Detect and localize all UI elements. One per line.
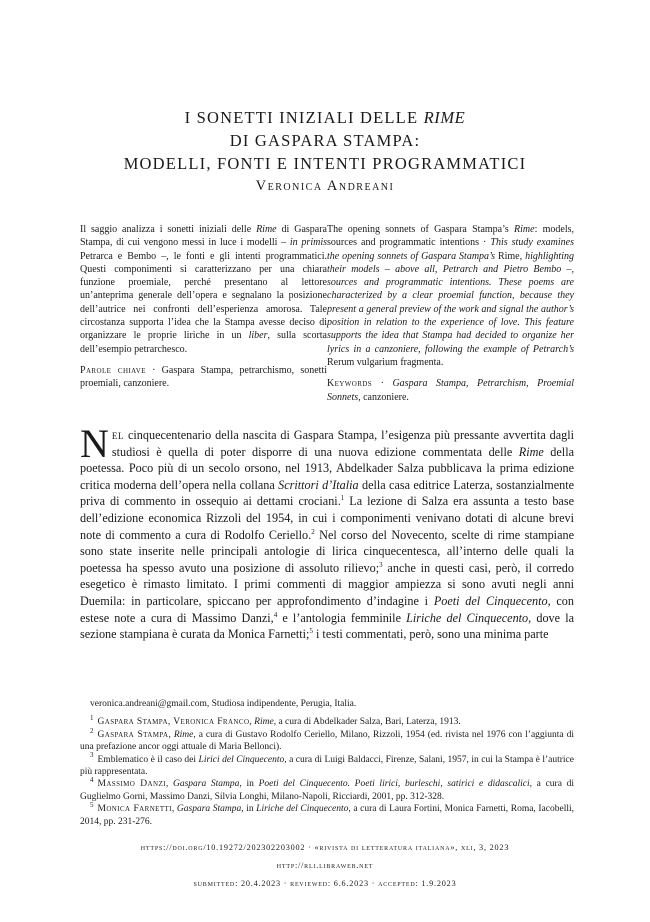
footnote-5: $^5$ Monica Farnetti, Gaspara Stampa, in Liriche del Cinquecento, a cura di Laura Fortini, Monica Farnetti, Roma, Iacobelli, 2014, pp. 231-276. bbox=[80, 801, 574, 827]
title-line-1: I SONETTI INIZIALI DELLE RIME bbox=[184, 108, 466, 127]
article-author: Veronica Andreani bbox=[255, 178, 395, 194]
doi-line: https://doi.org/10.19272/202302203002 · «rivista di letteratura italiana», xli, 3, 2023 bbox=[140, 843, 510, 852]
footnote-1: $^1$ Gaspara Stampa, Veronica Franco, Rime, a cura di Abdelkader Salza, Bari, Laterza, 1913. bbox=[90, 714, 461, 728]
footnote-4: $^4$ Massimo Danzi, Gaspara Stampa, in Poeti del Cinquecento. Poeti lirici, burleschi, satirici e didascalici, a cura di Guglielmo Gorni, Massimo Danzi, Silvia Longhi, Milano-Napoli, Ricciardi, 2001, pp. 312-328. bbox=[80, 776, 574, 802]
keywords-italian: Parole chiave · Gaspara Stampa, petrarchismo, sonetti proemiali, canzoniere. bbox=[80, 364, 327, 390]
footnote-ref-5: 5 bbox=[309, 627, 313, 636]
title-italic-rime: RIME bbox=[423, 108, 466, 127]
footnote-ref-4: 4 bbox=[273, 610, 278, 619]
website-link[interactable]: http://rli.libraweb.net bbox=[276, 861, 374, 870]
footnote-ref-1: 1 bbox=[340, 494, 345, 503]
body-paragraph: Nel cinquecentenario della nascita di Gaspara Stampa, l’esigenza più pressante avvertita dagli studiosi è quella di poter disporre di una nuova edizione commentata delle Rime della poetessa. Poco più di un secolo orsono, nel 1913, Abdelkader Salza pubblicava la prima edizione critica moderna dell’opera nella collana Scrittori d’Italia della casa editrice Laterza, sostanzialmente priva di commento in ossequio ai dettami crociani.$^1$ La lezione di Salza era assunta a testo base dell’edizione economica Rizzoli del 1954, in cui i componimenti venivano dotati di alcune brevi note di commento a cura di Rodolfo Ceriello.$^2$ Nel corso del Novecento, scelte di rime stampiane sono state inserite nelle principali antologie di lirica cinquecentesca, all’interno delle quali la poetessa ha spesso avuto una posizione di assoluto rilievo;$^3$ anche in questi casi, però, il corredo esegetico è rimasto limitato. I primi commenti di maggior ampiezza si sono avuti negli anni Duemila: in particolare, spiccano per approfondimento d’indagine i Poeti del Cinquecento, con estese note a cura di Massimo Danzi,$^4$ e l’antologia femminile Liriche del Cinquecento, dove la sezione stampiana è curata da Monica Farnetti;$^5$ i testi commentati, però, sono una minima parte bbox=[80, 421, 575, 642]
author-affiliation: veronica.andreani@gmail.com, Studiosa indipendente, Perugia, Italia. bbox=[90, 699, 357, 709]
footnote-2: $^2$ Gaspara Stampa, Rime, a cura di Gustavo Rodolfo Ceriello, Milano, Rizzoli, 1954 (ed. rivista nel 1976 con l’aggiunta di una prefazione ancor oggi attuale di Maria Bellonci). bbox=[80, 726, 575, 753]
article-title bbox=[60, 106, 590, 175]
footnote-ref-3: 3 bbox=[379, 560, 383, 569]
article-body bbox=[80, 421, 575, 643]
footnote-ref-2: 2 bbox=[311, 527, 315, 536]
submission-dates: submitted: 20.4.2023 · reviewed: 6.6.2023 · accepted: 1.9.2023 bbox=[193, 879, 457, 888]
abstract-english-text: The opening sonnets of Gaspara Stampa’s Rime: models, sources and programmatic intentions · This study examines the opening sonnets of Gaspara Stampa’s Rime, highlighting their models – above all, Petrarch and Pietro Bembo –, sources and programmatic intentions. These poems are characterized by a clear proemial function, because they present a general preview of the work and signal the author’s position in relation to the experience of love. This feature supports the idea that Stampa had decided to organize her lyrics in a canzoniere, following the example of Petrarch’s Rerum vulgarium fragmenta. bbox=[327, 224, 574, 368]
footnote-3: $^3$ Emblematico è il caso dei Lirici del Cinquecento, a cura di Luigi Baldacci, Firenze, Salani, 1957, in cui la Stampa è l’autrice più rappresentata. bbox=[80, 751, 574, 778]
title-line-3: MODELLI, FONTI E INTENTI PROGRAMMATICI bbox=[123, 154, 527, 173]
abstract-italian-text: Il saggio analizza i sonetti iniziali delle Rime di Gaspara Stampa, di cui vengono messi in luce i modelli – in primis Petrarca e Bembo –, le fonti e gli intenti programmatici. Questi componimenti si caratterizzano per una chiara funzione proemiale, perché presentano al lettore un’anteprima generale dell’opera e segnalano la posizione dell’autrice nei confronti dell’esperienza amorosa. Tale circostanza supporta l’idea che la Stampa avesse deciso di organizzare le proprie liriche in un liber, sulla scorta dell’esempio petrarchesco. bbox=[80, 224, 327, 355]
abstract-english bbox=[327, 223, 574, 404]
title-line-2: DI GASPARA STAMPA: bbox=[229, 131, 421, 150]
keywords-english: Keywords · Gaspara Stampa, Petrarchism, Proemial Sonnets, canzoniere. bbox=[327, 378, 574, 403]
abstract-italian bbox=[80, 223, 327, 391]
footnotes bbox=[80, 698, 574, 828]
drop-cap: N bbox=[80, 421, 109, 466]
